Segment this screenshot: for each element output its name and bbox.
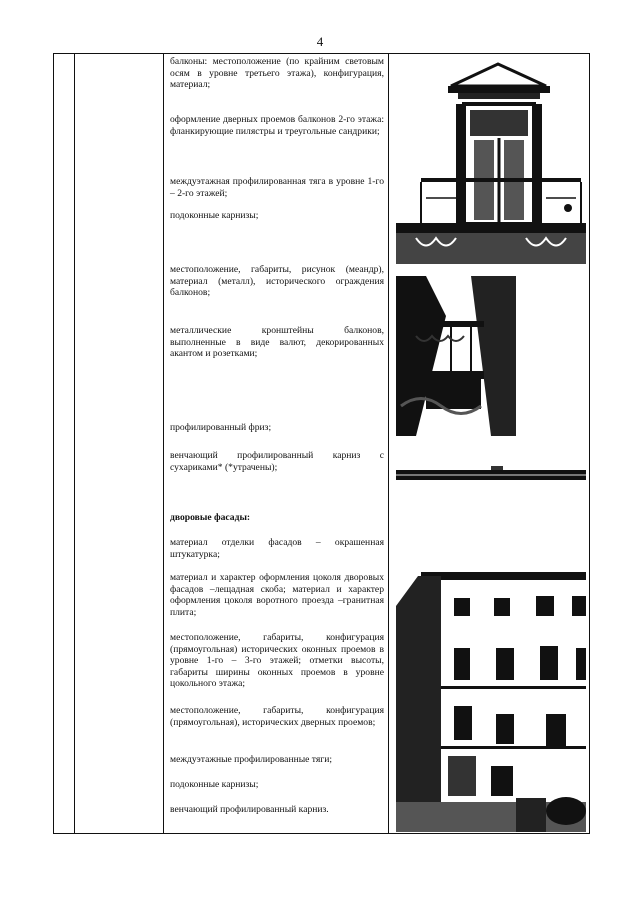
item-window-openings: местоположение, габариты, конфигурация (прямоугольная) исторических оконных проемов в уровне 1-го – 3-го этажей; отметки высоты, габариты ширины оконных проемов в уровне цокольного этажа; (170, 632, 384, 690)
column-divider (388, 54, 389, 833)
item-railing: местоположение, габариты, рисунок (меандр), материал (металл), исторического ограждения балконов; (170, 264, 384, 299)
item-frieze: профилированный фриз; (170, 422, 272, 433)
column-divider (74, 54, 75, 833)
item-door-openings: оформление дверных проемов балконов 2-го этажа: фланкирующие пилястры и треугольные сандрики; (170, 114, 384, 137)
cornice-photo (396, 464, 586, 484)
item-crowning-cornice-yard: венчающий профилированный карниз. (170, 804, 329, 815)
item-balconies: балконы: местоположение (по крайним световым осям в уровне третьего этажа), конфигурация, материал; (170, 56, 384, 91)
balcony-facade-photo (396, 58, 586, 264)
column-divider (163, 54, 164, 833)
item-finish-material: материал отделки фасадов – окрашенная штукатурка; (170, 537, 384, 560)
balcony-side-photo (396, 276, 516, 436)
item-door-openings-yard: местоположение, габариты, конфигурация (прямоугольная), исторических дверных проемов; (170, 705, 384, 728)
item-sill-cornices: подоконные карнизы; (170, 210, 259, 221)
item-brackets: металлические кронштейны балконов, выполненные в виде валют, декорированных акантом и розетками; (170, 325, 384, 360)
page-number: 4 (316, 34, 324, 49)
item-sill-cornices-yard: подоконные карнизы; (170, 779, 259, 790)
item-crowning-cornice: венчающий профилированный карниз с сухариками* (*утрачены); (170, 450, 384, 473)
item-interfloor-rods-yard: междуэтажные профилированные тяги; (170, 754, 333, 765)
item-interfloor-rod: междуэтажная профилированная тяга в уровне 1-го – 2-го этажей; (170, 176, 384, 199)
item-plinth: материал и характер оформления цоколя дворовых фасадов –лещадная скоба; материал и характер оформления цоколя воротного проезда –гранитная плита; (170, 572, 384, 618)
courtyard-facade-photo (396, 566, 586, 832)
section-heading-courtyard: дворовые фасады: (170, 512, 251, 523)
protection-items-table (53, 53, 590, 834)
